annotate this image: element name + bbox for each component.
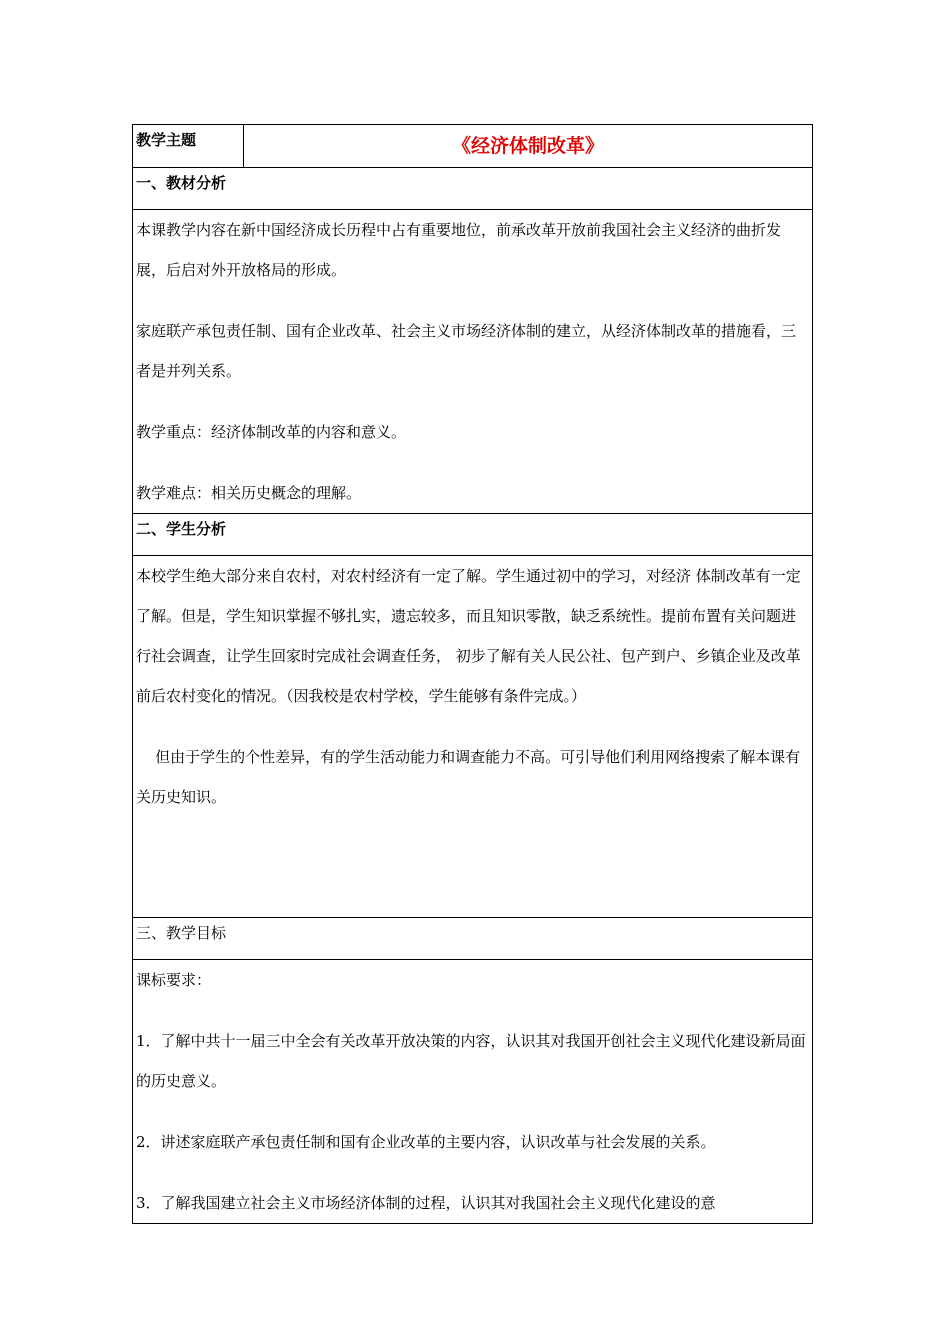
- section3-heading-row: [133, 918, 813, 960]
- section1-difficult-point: 教学难点：相关历史概念的理解。: [136, 484, 362, 502]
- curriculum-requirement-label: 课标要求：: [136, 971, 212, 989]
- section3-body: [133, 960, 813, 1224]
- section1-heading-row: [133, 168, 813, 210]
- objective-item: 3．了解我国建立社会主义市场经济体制的过程，认识其对我国社会主义现代化建设的意: [136, 1194, 716, 1212]
- section2-body-row: [133, 556, 813, 918]
- section1-paragraph: 本课教学内容在新中国经济成长历程中占有重要地位，前承改革开放前我国社会主义经济的曲折发展，后启对外开放格局的形成。: [136, 221, 782, 279]
- topic-row: [133, 125, 813, 168]
- section3-body-row: [133, 960, 813, 1224]
- section2-heading: 二、学生分析: [133, 514, 813, 556]
- lesson-title: 《经济体制改革》: [244, 125, 813, 168]
- topic-label: 教学主题: [133, 125, 244, 168]
- section1-key-point: 教学重点：经济体制改革的内容和意义。: [136, 423, 407, 441]
- section2-body: [133, 556, 813, 918]
- objective-item: 1．了解中共十一届三中全会有关改革开放决策的内容，认识其对我国开创社会主义现代化建设新局面的历史意义。: [136, 1032, 806, 1090]
- section1-body: [133, 210, 813, 514]
- section2-paragraph: 但由于学生的个性差异，有的学生活动能力和调查能力不高。可引导他们利用网络搜索了解本课有关历史知识。: [136, 748, 801, 806]
- section1-paragraph: 家庭联产承包责任制、国有企业改革、社会主义市场经济体制的建立，从经济体制改革的措施看，三者是并列关系。: [136, 322, 797, 380]
- section3-heading: 三、教学目标: [133, 918, 813, 960]
- section2-heading-row: [133, 514, 813, 556]
- section2-paragraph: 本校学生绝大部分来自农村，对农村经济有一定了解。学生通过初中的学习，对经济 体制改革有一定了解。但是，学生知识掌握不够扎实，遗忘较多，而且知识零散，缺乏系统性。提前布置有关问题进行社会调查，让学生回家时完成社会调查任务， 初步了解有关人民公社、包产到户、乡镇企业及改革前后农村变化的情况。（因我校是农村学校，学生能够有条件完成。）: [136, 567, 801, 705]
- section1-heading: 一、教材分析: [133, 168, 813, 210]
- section1-body-row: [133, 210, 813, 514]
- lesson-plan-table: [132, 124, 813, 1224]
- objective-item: 2．讲述家庭联产承包责任制和国有企业改革的主要内容，认识改革与社会发展的关系。: [136, 1133, 716, 1151]
